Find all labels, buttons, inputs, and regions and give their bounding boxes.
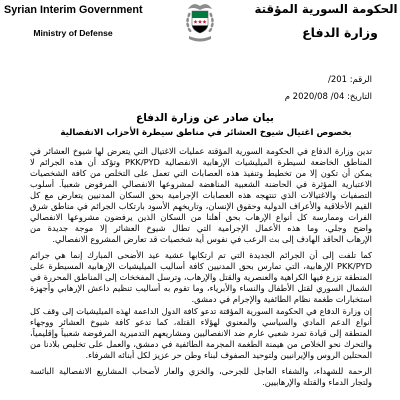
paragraph-line: كما تلفت إلى أن الجرائم الجديدة التي تم ارتكابها عشية عيد الأضحى المبارك إنما هي جرائم (30, 250, 372, 260)
paragraph-line: الفرات وممارسة كل أنواع الإرهاب بحق أهلنا من السكان الذين يرفضون مشروعها الانفصالي (30, 212, 372, 222)
statement-paragraph-4 (30, 366, 372, 388)
statement-subject: بخصوص اغتيال شيوخ العشائر في مناطق سيطرة الأحزاب الانفصالية (60, 128, 352, 138)
paragraph-line: تدين وزارة الدفاع في الحكومة السورية المؤقتة عمليات الاغتيال التي يتعرض لها شيوخ العشائر في (30, 146, 372, 156)
date-label: التاريخ: (347, 92, 372, 102)
paragraph-line: ولتجار الدماء والقتلة والإرهابيين. (262, 377, 372, 387)
paragraph-line: المنطقة تزرع فيها الكراهية والعنصرية والقتل والإرهاب، وترسل المفخخات إلى المناطق المحررة في (30, 272, 372, 282)
letterhead-subtitle-en: Ministry of Defense (33, 28, 113, 38)
paragraph-line: واضح وجلي، وما هذه الأعمال الإجرامية التي تطال شيوخ العشائر إلا موجة جديدة من (30, 223, 372, 233)
paragraph-line: يمكن أن تكون إلا من تخطيط وتنفيذ هذه العصابات التي تعمل على التخلص من كافة الشخصيات (30, 168, 372, 178)
paragraph-line: القيم الأخلاقية والأعراف الدولية وحقوق الإنسان، وتاريخهم الأسود بارتكاب الجرائم في مناطق شرق (30, 201, 372, 211)
statement-paragraph-2 (30, 250, 372, 305)
letterhead-title-en: Syrian Interim Government (4, 4, 143, 16)
paragraph-line: والتحرك نحو الخلاص من هيمنة الطغمة المجرمة الطائفية في دمشق، والعمل على تخليص بلادنا من (30, 339, 372, 349)
letterhead-subtitle-ar: وزارة الدفاع (302, 25, 378, 40)
paragraph-line: المحتلين الروس والإيرانيين ولتوحيد الصفوف لبناء وطن حر عزيز لكل أبنائه الشرفاء. (85, 350, 372, 360)
paragraph-line: PKK/PYD الإرهابية، التي تمارس بحق المدنيين كافة أساليب الميليشيات الإرهابية المسيطرة على (30, 261, 372, 271)
paragraph-line: الإرهاب الحاقد الهادف إلى بث الرعب في نفوس أية شخصيات قد تعارض المشروع الانفصالي. (52, 234, 372, 244)
date-suffix: م (284, 92, 290, 102)
date-value: 2020/08 /04 (292, 92, 345, 102)
paragraph-line: إن وزارة الدفاع في الحكومة السورية المؤقتة تدعو كافة الدول الداعمة لهذه الميليشيات إلى وقف كل (30, 306, 372, 316)
document-date (200, 91, 372, 103)
reference-value: /201 (327, 75, 348, 85)
government-emblem (183, 0, 217, 44)
eagle-wings-icon (188, 4, 212, 10)
paragraph-line: الاعتبارية المؤثرة في الحاضنة الشعبية المناهضة لمشروعها الانفصالي المرفوض شعبياً. أسلوب (30, 179, 372, 189)
paragraph-line: استخبارات طغمة نظام الطائفية والإجرام في دمشق. (191, 294, 372, 304)
paragraph-line: المناطق الخاضعة لسيطرة الميليشيات الإرهابية الانفصالية PKK/PYD وتؤكد أن هذه الجرائم لا (30, 157, 372, 167)
ribbon-icon (189, 36, 211, 42)
paragraph-line: الشمال السوري لقتل الأطفال والنساء والأبرياء، وما تقوم به أساليب تنظيم داعش الإرهابي وأجهزة (30, 283, 372, 293)
paragraph-line: التصفيات والاغتيالات الذي تنتهجه هذه العصابات الإجرامية بحق السكان المدنيين يتعارض مع كل (30, 190, 372, 200)
paragraph-line: المنطقة إلى قيادة تمرد شعبي عارم ضد الانفصاليين ومشاريعهم التدميرية المرفوضة شعبياً وإقليمياً، (30, 328, 372, 338)
letterhead-title-ar: الحكومة السورية المؤقتة (254, 2, 398, 16)
reference-number (200, 74, 372, 86)
paragraph-line: الرحمة للشهداء، والشفاء العاجل للجرحى، والخزي والعار لأصحاب المشاريع الانفصالية البائسة (30, 366, 372, 376)
statement-title: بيان صادر عن وزارة الدفاع (136, 112, 274, 124)
reference-label: الرقم: (349, 75, 372, 85)
statement-paragraph-3 (30, 306, 372, 361)
statement-paragraph-1 (30, 146, 372, 245)
paragraph-line: أنواع الدعم المادي والسياسي والمعنوي لهؤلاء القتلة، كما تدعو كافة شيوخ العشائر ووجهاء (30, 317, 372, 327)
